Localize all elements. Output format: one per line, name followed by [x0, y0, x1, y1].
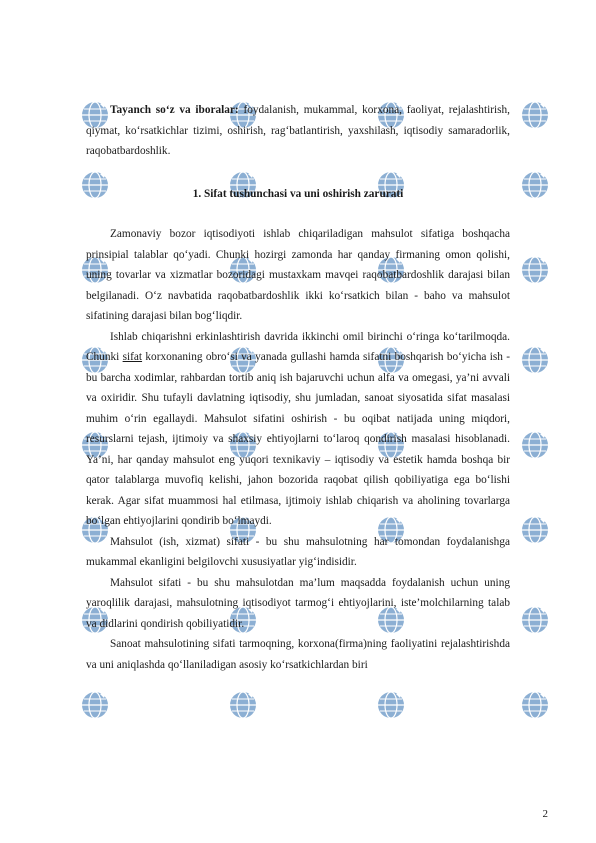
paragraph-3: Mahsulot (ish, xizmat) sifati - bu shu mahsulotning har tomondan foydalanishga mukammal ekanligini belgilovchi xususiyatlar yig‘indisidir. [86, 535, 510, 568]
globe-compass-icon [520, 255, 550, 285]
section-title: 1. Sifat tushunchasi va uni oshirish zarurati [192, 187, 404, 200]
keywords-paragraph [86, 100, 510, 162]
sifat-link[interactable]: sifat [122, 351, 143, 363]
paragraph-1: Zamonaviy bozor iqtisodiyoti ishlab chiqariladigan mahsulot sifatiga boshqacha prinsipial talablar qo‘yadi. Chunki hozirgi zamonda har qanday firmaning omon qolishi, uning tovarlar va xizmatlar bozoridagi mustaxkam mavqei raqobatbardoshlik darajasi bilan belgilanadi. O‘z navbatida raqobatbardoshlik ikki ko‘rsatkich bilan - baho va mahsulot sifatining darajasi bilan bog‘liqdir. [86, 228, 510, 322]
paragraph-2 [86, 327, 510, 532]
keywords-label: Tayanch so‘z va iboralar: [110, 104, 239, 116]
document-body [86, 100, 510, 675]
globe-compass-icon [520, 170, 550, 200]
paragraph-4: Mahsulot sifati - bu shu mahsulotdan ma’lum maqsadda foydalanish uchun uning yaroqlilik darajasi, mahsulotning iqtisodiyot tarmog‘i ehtiyojlarini, iste’molchilarning talab va didlarini qondirish qobiliyatidir. [86, 576, 510, 630]
paragraph-2-start: Ishlab chiqarishni erkinlashtirish davrida ikkinchi omil birinchi o‘ringa ko‘tarilmoqda. Chunki [86, 330, 510, 363]
paragraph-2-rest: korxonaning obro‘si va yanada gullashi hamda sifatni boshqarish bo‘yicha ish - bu barcha xodimlar, rahbardan tortib aniq ish bajaruvchi uchun alfa va omegasi, ya’ni avvali va oxiridir. Shu tufayli davlatning iqtisodiy, shu jumladan, sanoat siyosatida sifat masalasi muhim o‘rin egallaydi. Mahsulot sifatini oshirish - bu oqibat natijada uning miqdori, resurslarni tejash, ijtimoiy va shaxsiy ehtiyojlarni to‘laroq qondirish masalasi hisoblanadi. Ya’ni, har qanday mahsulot eng yuqori texnikaviy – iqtisodiy va estetik hamda boshqa bir qator talablarga muvofiq kelishi, jahon bozorida raqobat qilish qobiliyatiga ega bo‘lishi kerak. Agar sifat muammosi hal etilmasa, ijtimoiy ishlab chiqarish va aholining tovarlarga bo‘lgan ehtiyojlarini qondirib bo‘lmaydi. [86, 351, 510, 527]
page-number: 2 [542, 808, 548, 820]
globe-compass-icon [520, 430, 550, 460]
globe-compass-icon [520, 605, 550, 635]
globe-compass-icon [80, 690, 110, 720]
paragraph-5: Sanoat mahsulotining sifati tarmoqning, korxona(firma)ning faoliyatini rejalashtirishda va uni aniqlashda qo‘llaniladigan asosiy ko‘rsatkichlardan biri [86, 638, 510, 671]
globe-compass-icon [520, 690, 550, 720]
globe-compass-icon [376, 690, 406, 720]
globe-compass-icon [520, 345, 550, 375]
keywords-text: foydalanish, mukammal, korxona, faoliyat, rejalashtirish, qiymat, ko‘rsatkichlar tizimi, oshirish, rag‘batlantirish, yaxshilash, iqtisodiy samaradorlik, raqobatbardoshlik. [86, 104, 510, 157]
globe-compass-icon [228, 690, 258, 720]
globe-compass-icon [520, 515, 550, 545]
globe-compass-icon [520, 100, 550, 130]
